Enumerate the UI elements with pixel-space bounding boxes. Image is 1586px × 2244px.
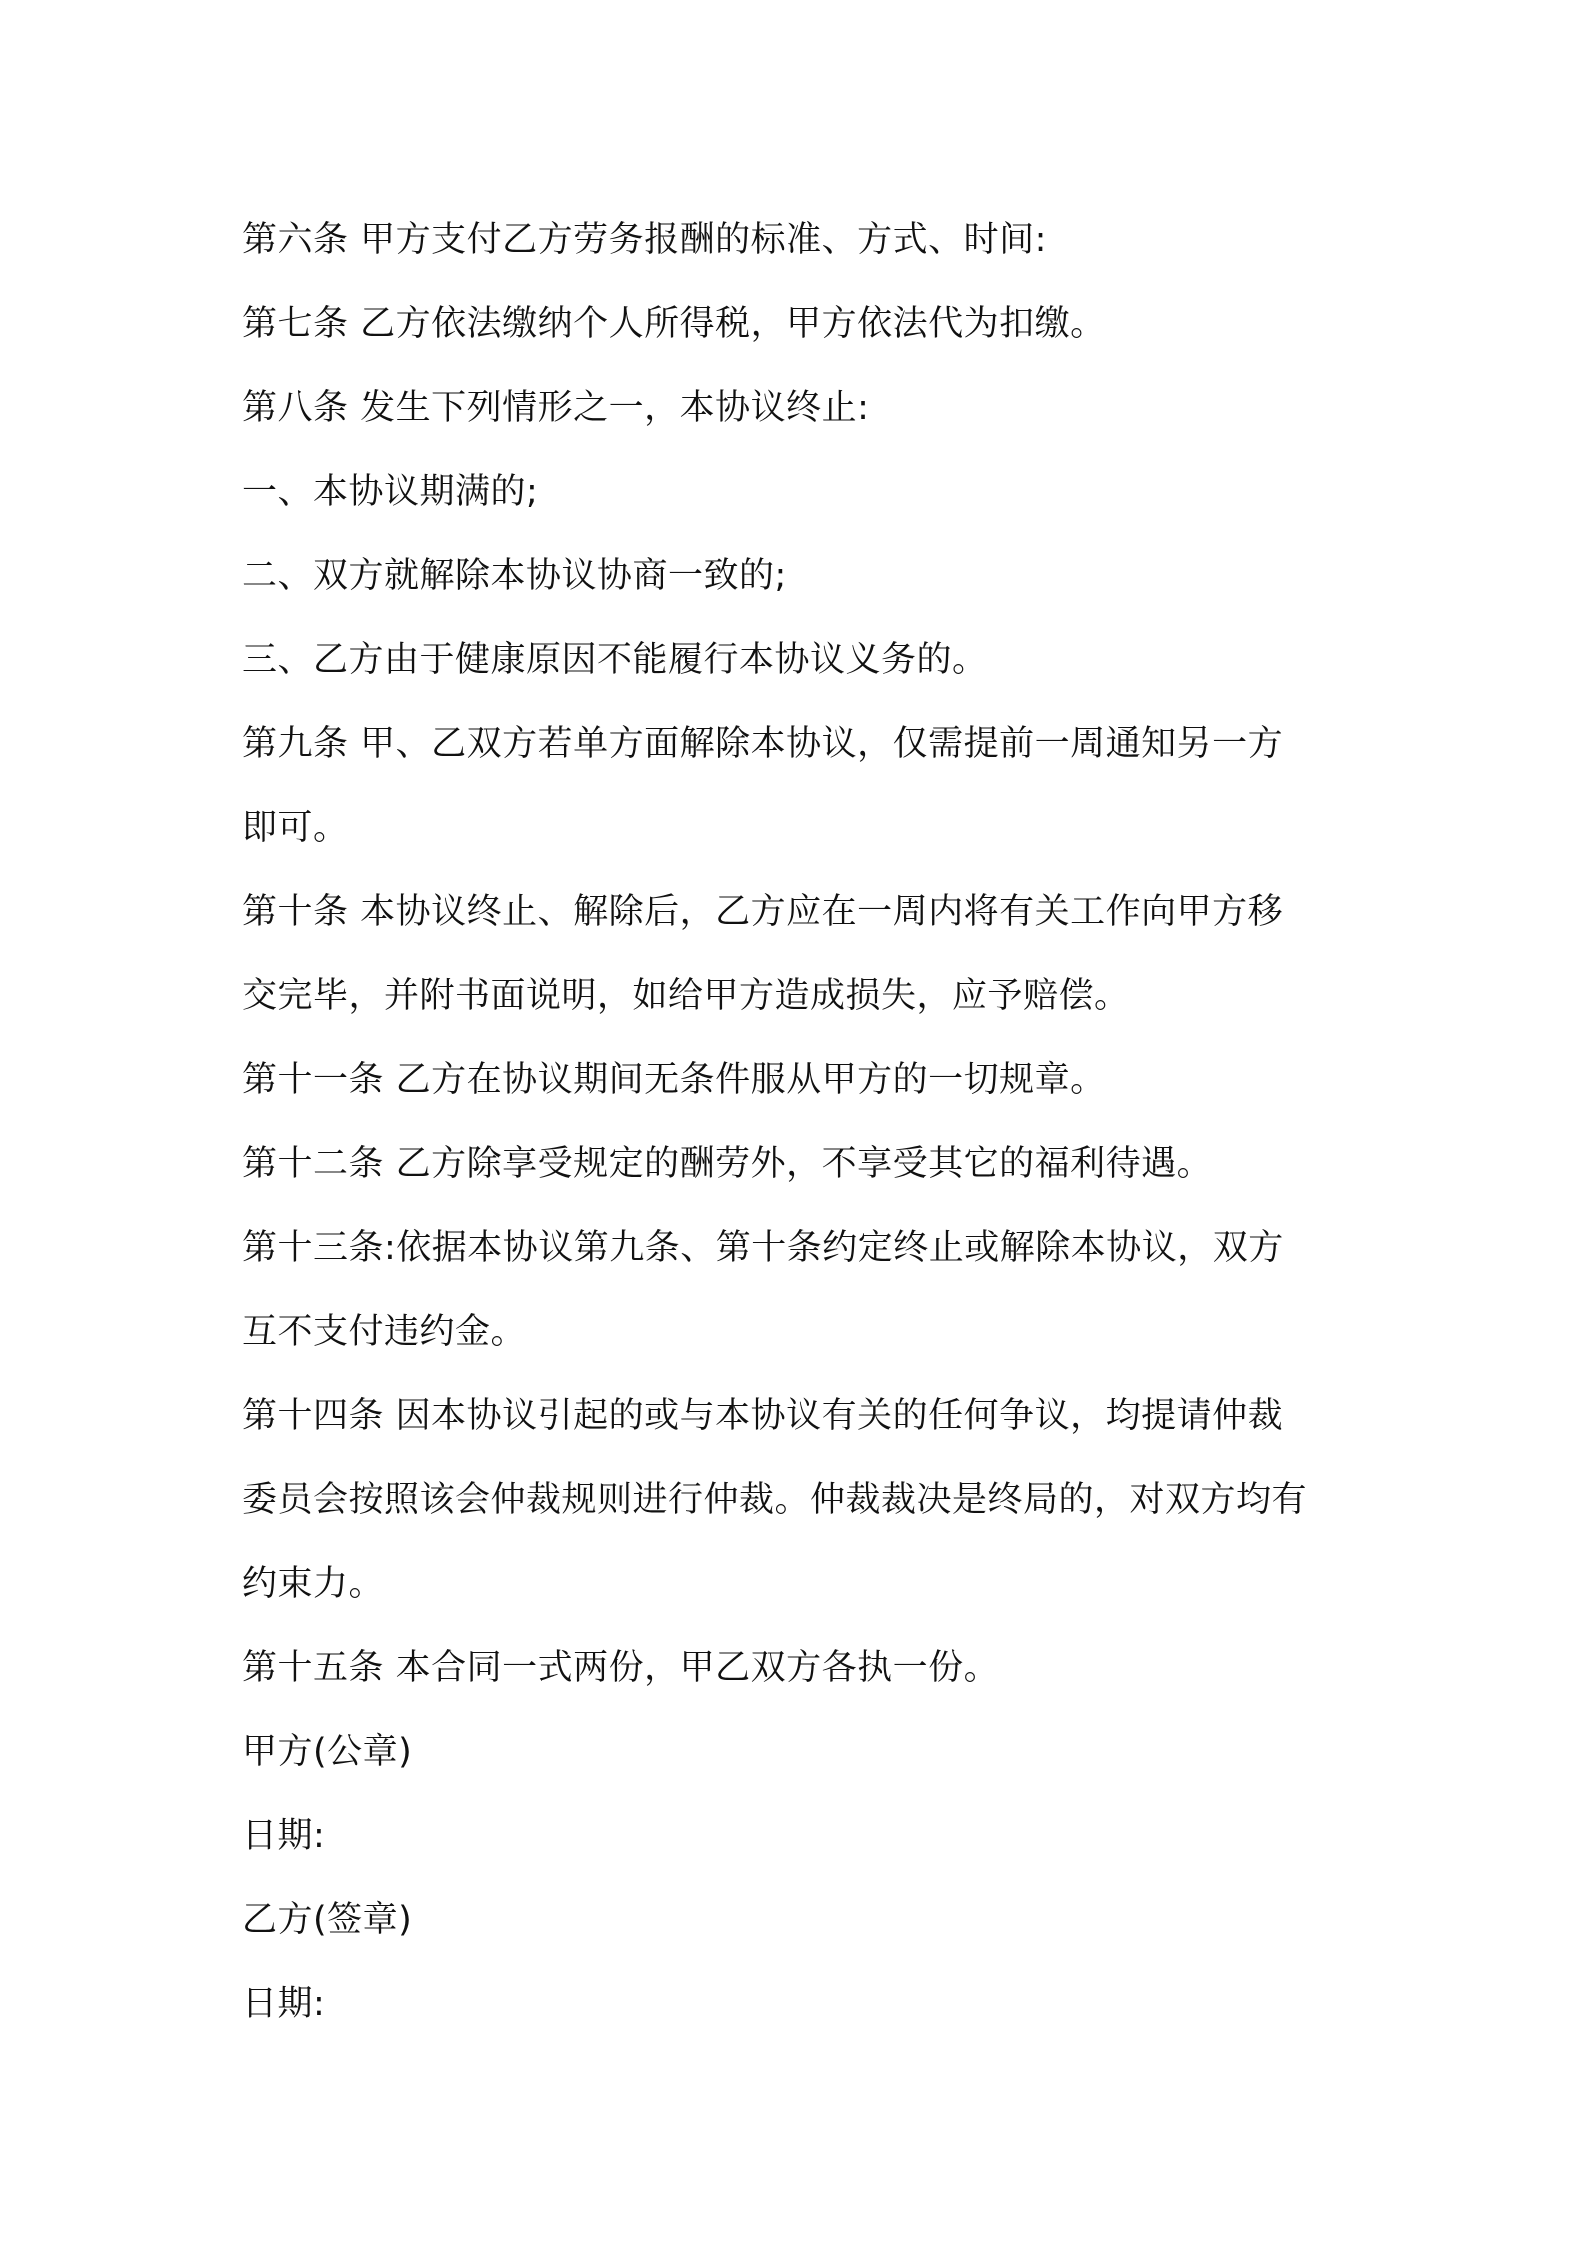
article-14-line-1: 第十四条 因本协议引起的或与本协议有关的任何争议，均提请仲裁 xyxy=(242,1396,1284,1436)
article-13-line-1: 第十三条:依据本协议第九条、第十条约定终止或解除本协议，双方 xyxy=(242,1228,1284,1268)
article-11: 第十一条 乙方在协议期间无条件服从甲方的一切规章。 xyxy=(242,1060,1106,1100)
article-15: 第十五条 本合同一式两份，甲乙双方各执一份。 xyxy=(242,1648,1000,1688)
article-9-line-2: 即可。 xyxy=(242,808,349,848)
article-8: 第八条 发生下列情形之一，本协议终止: xyxy=(242,388,870,428)
party-a-date: 日期: xyxy=(242,1816,326,1856)
party-a-seal: 甲方(公章) xyxy=(242,1732,413,1772)
article-10-line-1: 第十条 本协议终止、解除后，乙方应在一周内将有关工作向甲方移 xyxy=(242,892,1284,932)
article-12: 第十二条 乙方除享受规定的酬劳外，不享受其它的福利待遇。 xyxy=(242,1144,1213,1184)
document-body xyxy=(242,198,1362,2046)
party-b-signature: 乙方(签章) xyxy=(242,1900,413,1940)
article-14-line-2: 委员会按照该会仲裁规则进行仲裁。仲裁裁决是终局的，对双方均有 xyxy=(242,1480,1308,1520)
article-9-line-1: 第九条 甲、乙双方若单方面解除本协议，仅需提前一周通知另一方 xyxy=(242,724,1284,764)
article-13-line-2: 互不支付违约金。 xyxy=(242,1312,527,1352)
article-14-line-3: 约束力。 xyxy=(242,1564,385,1604)
article-7: 第七条 乙方依法缴纳个人所得税，甲方依法代为扣缴。 xyxy=(242,304,1106,344)
party-b-date: 日期: xyxy=(242,1984,326,2024)
article-8-item-2: 二、双方就解除本协议协商一致的; xyxy=(242,556,787,596)
article-8-item-1: 一、本协议期满的; xyxy=(242,472,539,512)
article-6: 第六条 甲方支付乙方劳务报酬的标准、方式、时间: xyxy=(242,220,1047,260)
article-8-item-3: 三、乙方由于健康原因不能履行本协议义务的。 xyxy=(242,640,988,680)
article-10-line-2: 交完毕，并附书面说明，如给甲方造成损失，应予赔偿。 xyxy=(242,976,1130,1016)
